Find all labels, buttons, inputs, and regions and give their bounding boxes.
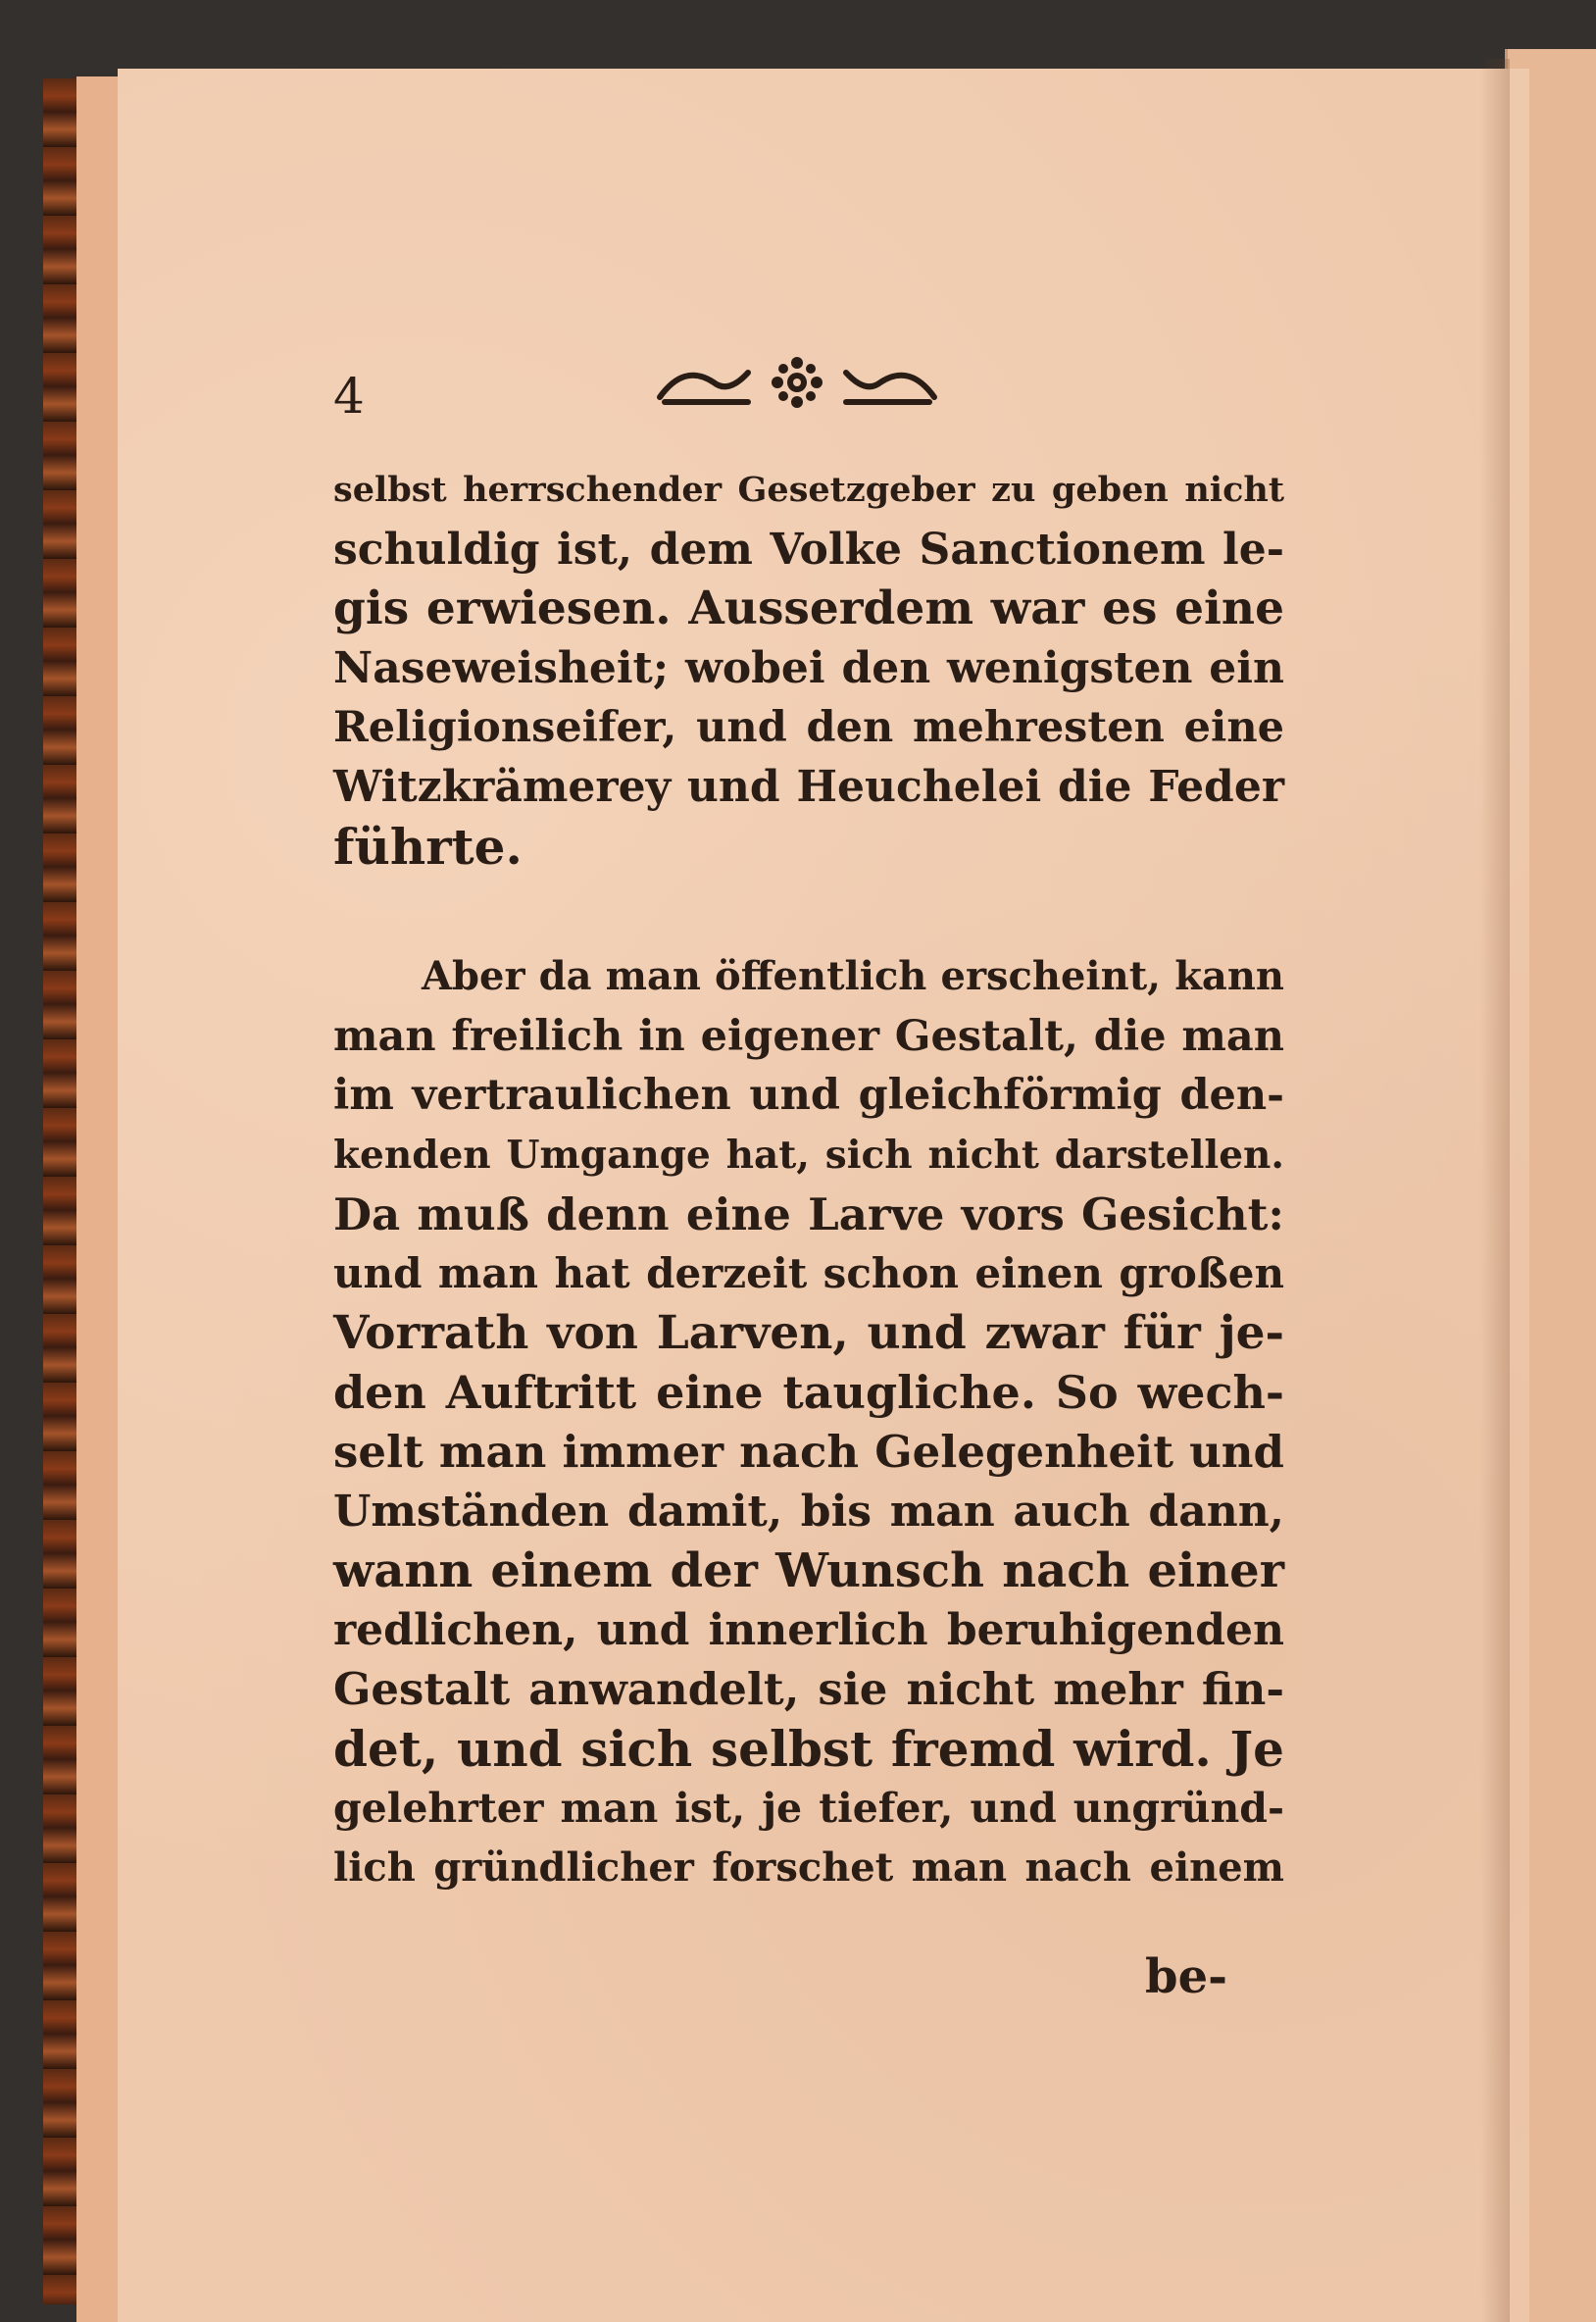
text-line: führte.	[333, 817, 523, 876]
text-line: gelehrter man ist, je tiefer, und ungründ-	[333, 1785, 1284, 1833]
text-line: Naseweisheit; wobei den wenigsten ein	[333, 642, 1284, 693]
flyleaf-edge	[76, 76, 122, 2322]
text-line: im vertraulichen und gleichförmig den-	[333, 1071, 1284, 1121]
text-line: selt man immer nach Gelegenheit und	[333, 1425, 1284, 1478]
page-number: 4	[333, 368, 365, 425]
text-line: Religionseifer, und den mehresten eine	[333, 703, 1284, 753]
text-line: selbst herrschender Gesetzgeber zu geben nicht	[333, 470, 1284, 510]
text-line: Aber da man öffentlich erscheint, kann	[422, 953, 1284, 1000]
spine-shadow	[1480, 59, 1510, 2322]
text-line: wann einem der Wunsch nach einer	[333, 1543, 1284, 1599]
catchword: be-	[1145, 1949, 1228, 2004]
paragraph-2	[333, 947, 1284, 1898]
text-line: Gestalt anwandelt, sie nicht mehr fin-	[333, 1663, 1284, 1716]
text-line: gis erwiesen. Ausserdem war es eine	[333, 581, 1284, 636]
text-line: Vorrath von Larven, und zwar für je-	[333, 1305, 1284, 1360]
text-line: den Auftritt eine taugliche. So wech-	[333, 1366, 1284, 1420]
text-line: Umständen damit, bis man auch dann,	[333, 1486, 1284, 1537]
paragraph-1	[333, 461, 1284, 877]
marbled-cover-edge	[43, 78, 76, 2304]
ornament-icon	[655, 353, 939, 412]
text-line: lich gründlicher forschet man nach einem	[333, 1844, 1284, 1892]
text-line: kenden Umgange hat, sich nicht darstellen.	[333, 1132, 1284, 1178]
text-line: schuldig ist, dem Volke Sanctionem le-	[333, 524, 1284, 575]
body-text	[333, 461, 1284, 1898]
text-line: man freilich in eigener Gestalt, die man	[333, 1011, 1284, 1061]
text-line: und man hat derzeit schon einen großen	[333, 1249, 1284, 1298]
text-line: det, und sich selbst fremd wird. Je	[333, 1719, 1284, 1778]
text-line: Witzkrämerey und Heuchelei die Feder	[333, 761, 1284, 812]
text-line: Da muß denn eine Larve vors Gesicht:	[333, 1187, 1284, 1240]
text-line: redlichen, und innerlich beruhigenden	[333, 1604, 1284, 1655]
